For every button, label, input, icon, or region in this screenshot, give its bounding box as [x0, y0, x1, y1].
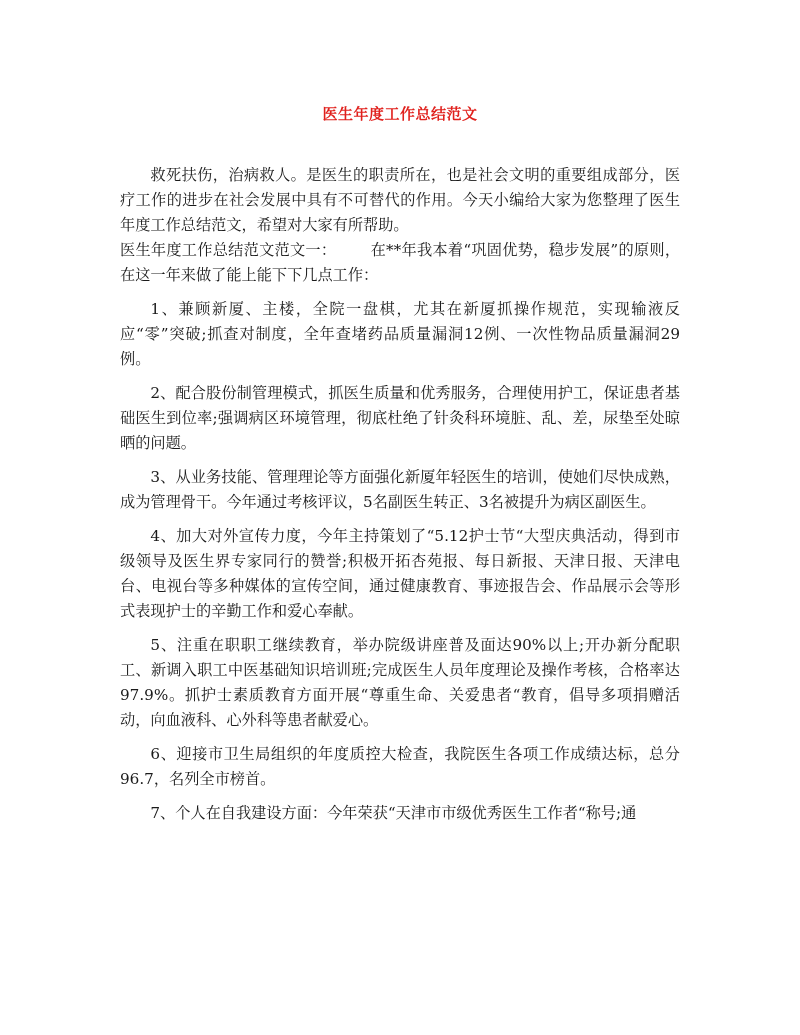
list-item-5: 5、注重在职职工继续教育，举办院级讲座普及面达90%以上;开办新分配职工、新调入职工中医基础知识培训班;完成医生人员年度理论及操作考核，合格率达97.9%。抓护士素质教育方面开展“尊重生命、关爱患者“教育，倡导多项捐赠活动，向血液科、心外科等患者献爱心。 [120, 636, 680, 729]
sample-paragraph [120, 238, 680, 288]
document-title: 医生年度工作总结范文 [322, 105, 478, 123]
list-item-1: 1、兼顾新厦、主楼，全院一盘棋，尤其在新厦抓操作规范，实现输液反应“零”突破;抓查对制度，全年查堵药品质量漏洞12例、一次性物品质量漏洞29例。 [120, 300, 680, 368]
list-item-7: 7、个人在自我建设方面：今年荣获“天津市市级优秀医生工作者“称号;通 [150, 804, 637, 822]
list-item-2: 2、配合股份制管理模式，抓医生质量和优秀服务，合理使用护工，保证患者基础医生到位率;强调病区环境管理，彻底杜绝了针灸科环境脏、乱、差，尿垫至处晾晒的问题。 [120, 384, 680, 452]
sample-opening: 在**年我本着“巩固优势，稳步发展”的原则，在这一年来做了能上能下下几点工作： [120, 241, 681, 284]
sample-heading: 医生年度工作总结范文范文一： [120, 241, 337, 259]
intro-paragraph: 救死扶伤，治病救人。是医生的职责所在，也是社会文明的重要组成部分，医疗工作的进步在社会发展中具有不可替代的作用。今天小编给大家为您整理了医生年度工作总结范文，希望对大家有所帮助。 [120, 166, 680, 234]
document-body [120, 163, 680, 835]
list-item-3: 3、从业务技能、管理理论等方面强化新厦年轻医生的培训，使她们尽快成熟，成为管理骨干。今年通过考核评议，5名副医生转正、3名被提升为病区副医生。 [120, 468, 680, 511]
list-item-6: 6、迎接市卫生局组织的年度质控大检查，我院医生各项工作成绩达标，总分96.7，名列全市榜首。 [120, 745, 680, 788]
list-item-4: 4、加大对外宣传力度，今年主持策划了“5.12护士节“大型庆典活动，得到市级领导及医生界专家同行的赞誉;积极开拓杏苑报、每日新报、天津日报、天津电台、电视台等多种媒体的宣传空间，通过健康教育、事迹报告会、作品展示会等形式表现护士的辛勤工作和爱心奉献。 [120, 527, 680, 620]
